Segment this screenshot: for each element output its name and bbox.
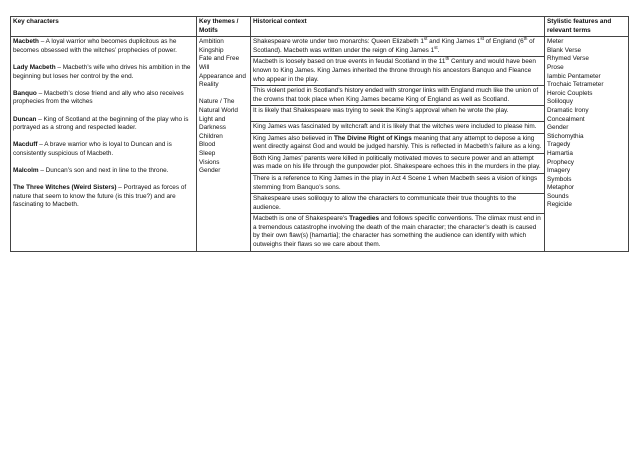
content-row (11, 37, 629, 251)
context-union-of-crowns: This violent period in Scotland’s history ended with stronger links with England much like the union of the crowns that took place when King James became King of England as well as Scotland. (251, 86, 544, 106)
context-gunpowder-plot: Both King James’ parents were killed in politically motivated moves to secure power and an attempt was made on his life through the gunpowder plot. Shakespeare echoes this in the murders in the play. (251, 154, 544, 174)
characters-cell (11, 37, 197, 251)
context-feudal-scotland: Macbeth is loosely based on true events in feudal Scotland in the 11th Century and would have been known to King James. King James inherited the throne through his ancestors Banquo and Fleance who appear in the play. (251, 57, 544, 86)
term-item: Gender (547, 124, 569, 132)
character-banquo: Banquo – Macbeth’s close friend and ally who also receives prophecies from the witches (13, 89, 184, 106)
context-kings-approval: It is likely that Shakespeare was trying to seek the King’s approval when he wrote the play. (251, 106, 544, 122)
context-vision-of-kings: There is a reference to King James in the play in Act 4 Scene 1 when Macbeth sees a vision of kings stemming from Banquo’s sons. (251, 174, 544, 194)
theme-spacer (199, 90, 248, 99)
header-historical-context: Historical context (251, 17, 545, 37)
term-item: Prose (547, 63, 564, 71)
term-item: Stichomythia (547, 132, 584, 140)
themes-cell (197, 37, 251, 251)
term-item: Heroic Couplets (547, 89, 593, 97)
theme-item: Fate and Free Will (199, 55, 240, 71)
motif-item: Nature / The Natural World (199, 98, 238, 114)
character-lady-macbeth: Lady Macbeth – Macbeth’s wife who drives his ambition in the beginning but loses her control by the end. (13, 63, 191, 80)
revision-sheet (10, 16, 628, 252)
character-macduff: Macduff – A brave warrior who is loyal to Duncan and is consistently suspicious of Macbeth. (13, 141, 172, 157)
context-witchcraft: King James was fascinated by witchcraft and it is likely that the witches were included to please him. (251, 122, 544, 134)
term-item: Sounds (547, 192, 569, 200)
character-duncan: Duncan – King of Scotland at the beginning of the play who is portrayed as a strong and respected leader. (13, 115, 189, 132)
motif-item: Blood (199, 141, 216, 149)
term-item: Imagery (547, 167, 571, 175)
term-item: Regicide (547, 201, 572, 209)
header-stylistic-features: Stylistic features and relevant terms (545, 17, 629, 37)
character-malcolm: Malcolm – Duncan’s son and next in line to the throne. (13, 167, 169, 175)
term-item: Iambic Pentameter (547, 72, 601, 80)
context-two-monarchs: Shakespeare wrote under two monarchs: Queen Elizabeth 1st and King James 1st of England (6th of Scotland). Macbeth was written under the reign of King James 1st. (251, 37, 544, 57)
term-item: Dramatic Irony (547, 106, 589, 114)
header-row (11, 17, 629, 37)
term-item: Hamartia (547, 149, 573, 157)
context-tragedy: Macbeth is one of Shakespeare’s Tragedies and follows specific conventions. The climax must end in a tremendous catastrophe involving the death of the main character; the character’s death is caused by their own flaw(s) [hamartia]; the character has something the audience can identify with which outweighs their flaws so we care about them. (253, 215, 541, 249)
motif-item: Gender (199, 167, 221, 175)
theme-item: Kingship (199, 46, 224, 54)
theme-item: Appearance and Reality (199, 72, 246, 89)
term-item: Blank Verse (547, 46, 582, 54)
term-item: Trochaic Tetrameter (547, 81, 604, 89)
motif-item: Sleep (199, 149, 216, 157)
motif-item: Visions (199, 158, 220, 166)
term-item: Concealment (547, 115, 585, 123)
term-item: Meter (547, 38, 564, 46)
context-divine-right: King James also believed in The Divine Right of Kings meaning that any attempt to depose a king went directly against God and would be judged harshly. This is reflected in Macbeth’s failure as a king. (251, 134, 544, 154)
term-item: Rhymed Verse (547, 55, 589, 63)
term-item: Metaphor (547, 184, 574, 192)
character-macbeth: Macbeth – A loyal warrior who becomes duplicitous as he becomes obsessed with the witches’ prophecies of power. (13, 38, 177, 54)
motif-item: Light and Darkness (199, 115, 226, 132)
header-key-themes: Key themes / Motifs (197, 17, 251, 37)
historical-context-cell (251, 37, 545, 251)
stylistic-features-cell (545, 37, 629, 251)
theme-item: Ambition (199, 38, 224, 46)
term-item: Symbols (547, 175, 572, 183)
knowledge-organiser-table (10, 16, 629, 252)
term-item: Soliloquy (547, 98, 573, 106)
term-item: Tragedy (547, 141, 571, 149)
header-key-characters: Key characters (11, 17, 197, 37)
term-item: Prophecy (547, 158, 574, 166)
character-three-witches: The Three Witches (Weird Sisters) – Portrayed as forces of nature that seem to know the future (is this true?) and are fascinating to Macbeth. (13, 184, 187, 209)
motif-item: Children (199, 132, 223, 140)
context-soliloquy: Shakespeare uses soliloquy to allow the characters to communicate their true thoughts to the audience. (251, 194, 544, 214)
